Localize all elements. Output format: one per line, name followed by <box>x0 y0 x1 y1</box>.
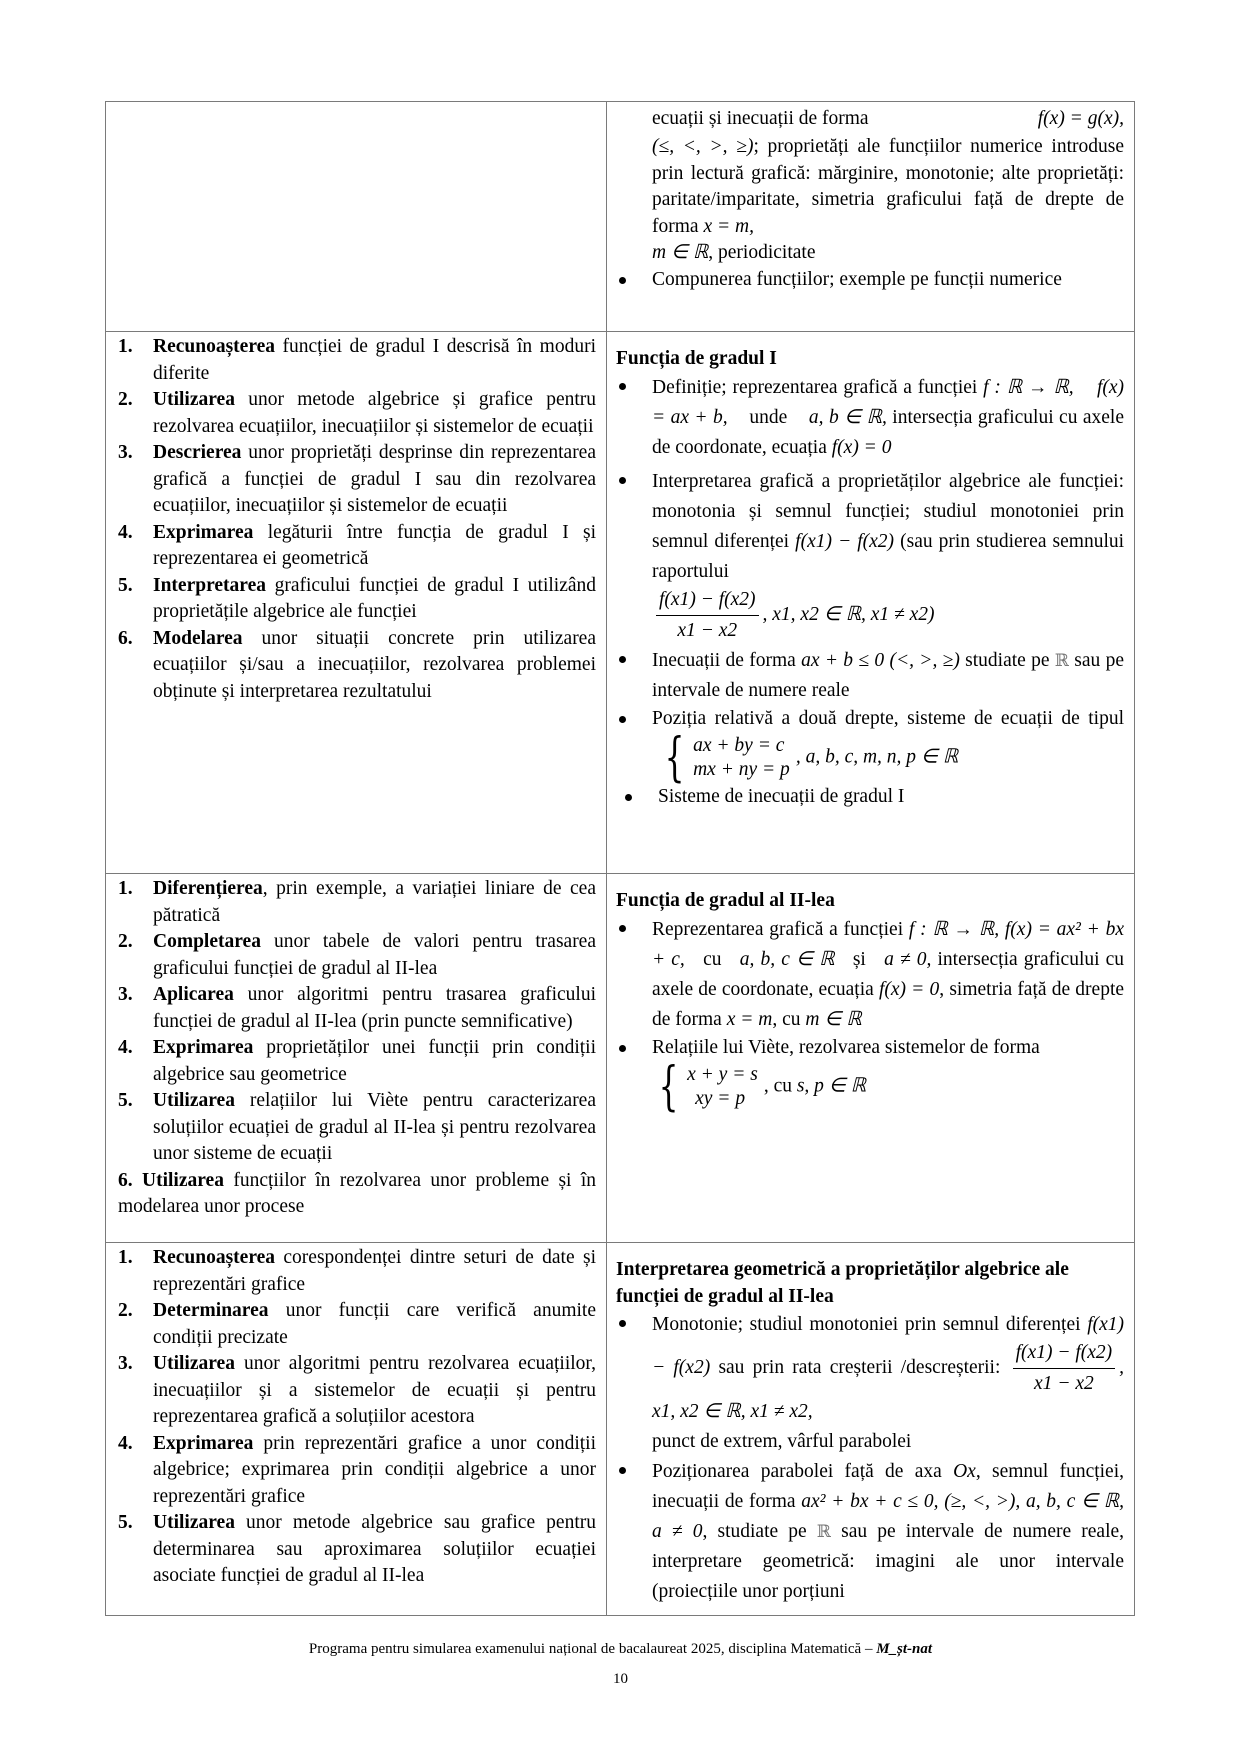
list-item: Compunerea funcțiilor; exemple pe funcții numerice <box>616 267 1124 294</box>
competency-item: 2. Determinarea unor funcții care verifică anumite condiții precizate <box>118 1300 596 1348</box>
bullet-icon <box>619 716 626 723</box>
bullet-icon <box>619 656 626 663</box>
fraction: $\frac{f(x1) - f(x2)}{x1 - x2}$ <box>656 587 759 644</box>
content-list <box>616 267 1124 294</box>
competency-item: 6. Utilizarea funcțiilor în rezolvarea unor probleme și în modelarea unor procese <box>118 1169 597 1217</box>
competencies-list <box>114 876 596 1221</box>
equation-system: { x + y = s xy = p <box>658 1057 758 1117</box>
content-continuation: (≤, <, >, ≥); proprietăți ale funcțiilor numerice introduse prin lectură grafică: mărginire, monotonie; alte proprietăți: paritate/imparitate, simetria graficului față de drepte de forma x = m, <box>652 136 1124 237</box>
list-item: Poziția relativă a două drepte, sisteme de ecuații de tipul { ax + by = c mx + ny = p , a, b, c, m, n, p ∈ ℝ <box>616 706 1124 785</box>
competency-item: 3. Utilizarea unor algoritmi pentru rezolvarea ecuațiilor, inecuațiilor și a sistemelor de ecuații și pentru reprezentarea grafică a soluțiilor acestora <box>118 1353 597 1427</box>
competency-item: 1. Recunoașterea corespondenței dintre seturi de date și reprezentări grafice <box>118 1247 597 1295</box>
competency-item: 3. Aplicarea unor algoritmi pentru trasarea graficului funcției de gradul al II-lea (prin puncte semnificative) <box>118 984 596 1032</box>
competency-item: 5. Utilizarea relațiilor lui Viète pentru caracterizarea soluțiilor ecuației de gradul al II-lea și pentru rezolvarea unor sisteme de ecuații <box>118 1090 596 1164</box>
competencies-cell <box>106 874 607 1243</box>
list-item: Sisteme de inecuații de gradul I <box>616 784 1124 811</box>
content-continuation: ecuații și inecuații de forma f(x) = g(x), <box>652 108 1124 129</box>
competency-item: 3. Descrierea unor proprietăți desprinse din reprezentarea grafică a funcției de gradul I sau din rezolvarea ecuațiilor, inecuațiilor și sistemelor de ecuații <box>118 442 596 516</box>
bullet-icon <box>619 925 626 932</box>
section-title: Funcția de gradul al II-lea <box>616 890 835 911</box>
page-number: 10 <box>613 1671 628 1687</box>
content-cell <box>607 874 1135 1243</box>
list-item: Relațiile lui Viète, rezolvarea sistemelor de forma { x + y = s xy = p , cu s, p ∈ ℝ <box>616 1035 1124 1114</box>
bullet-icon <box>619 277 626 284</box>
bullet-icon <box>619 477 626 484</box>
page-footer <box>0 1636 1241 1663</box>
competency-item: 5. Interpretarea graficului funcției de gradul I utilizând proprietățile algebrice ale funcției <box>118 574 597 622</box>
competency-item: 2. Utilizarea unor metode algebrice și grafice pentru rezolvarea ecuațiilor, inecuațiilor și sistemelor de ecuații <box>118 389 597 437</box>
competency-item: 1. Diferențierea, prin exemple, a variației liniare de cea pătratică <box>118 878 596 926</box>
content-cell <box>607 332 1135 874</box>
content-cell <box>607 102 1135 332</box>
competencies-cell <box>106 1243 607 1616</box>
table-row <box>106 102 1135 332</box>
content-cell <box>607 1243 1135 1616</box>
footer-text: Programa pentru simularea examenului național de bacalaureat 2025, disciplina Matematică – <box>308 1641 877 1657</box>
list-item: Monotonie; studiul monotoniei prin semnul diferenței f(x1) − f(x2) sau prin rata creșterii /descreșterii: $\frac{f(x1) - f(x2)}{x1 - x2}$ , x1, x2 ∈ ℝ, x1 ≠ x2, punct de extrem, vârful parabolei <box>616 1310 1124 1457</box>
list-item: Inecuații de forma ax + b ≤ 0 (<, >, ≥) studiate pe ℝ sau pe intervale de numere reale <box>616 646 1124 706</box>
bullet-icon <box>619 383 626 390</box>
content-list <box>616 915 1125 1117</box>
table-row <box>106 1243 1135 1616</box>
competency-item: 4. Exprimarea proprietăților unei funcții prin condiții algebrice sau geometrice <box>118 1037 597 1085</box>
competencies-cell-empty <box>106 102 607 332</box>
content-list <box>616 1310 1124 1607</box>
content-continuation: m ∈ ℝ, periodicitate <box>652 242 816 263</box>
list-item: Reprezentarea grafică a funcției f : ℝ → ℝ, f(x) = ax² + bx + c, cu a, b, c ∈ ℝ și a ≠ 0, intersecția graficului cu axele de coordonate, ecuația f(x) = 0, simetria față de drepte de forma x = m, cu m ∈ ℝ <box>616 915 1124 1035</box>
competency-item: 4. Exprimarea legăturii între funcția de gradul I și reprezentarea ei geometrică <box>118 521 596 569</box>
equation-system: { ax + by = c mx + ny = p <box>664 728 790 788</box>
footer-code: M_șt-nat <box>876 1641 933 1657</box>
section-title: Interpretarea geometrică a proprietăților algebrice ale funcției de gradul al II-lea <box>616 1259 1069 1307</box>
table-row <box>106 332 1135 874</box>
competency-item: 2. Completarea unor tabele de valori pentru trasarea graficului funcției de gradul al II-lea <box>118 931 596 979</box>
table-row <box>106 874 1135 1243</box>
list-item: Definiție; reprezentarea grafică a funcției f : ℝ → ℝ, f(x) = ax + b, unde a, b ∈ ℝ, intersecția graficului cu axele de coordonate, ecuația f(x) = 0 <box>616 373 1124 463</box>
list-item: Poziționarea parabolei față de axa Ox, semnul funcției, inecuații de forma ax² + bx + c ≤ 0, (≥, <, >), a, b, c ∈ ℝ, a ≠ 0, studiate pe ℝ sau pe intervale de numere reale, interpretare geometrică: imagini ale unor intervale (proiecțiile unor porțiuni <box>616 1457 1124 1607</box>
bullet-icon <box>619 1467 626 1474</box>
curriculum-table <box>105 101 1135 1616</box>
brace-icon: { <box>664 728 685 788</box>
competency-item: 6. Modelarea unor situații concrete prin utilizarea ecuațiilor și/sau a inecuațiilor, rezolvarea problemei obținute și interpretarea rezultatului <box>118 627 596 702</box>
section-title: Funcția de gradul I <box>616 348 777 369</box>
competencies-list <box>114 334 596 705</box>
competency-item: 1. Recunoașterea funcției de gradul I descrisă în moduri diferite <box>118 336 596 384</box>
bullet-icon <box>625 794 632 801</box>
competencies-cell <box>106 332 607 874</box>
bullet-icon <box>619 1320 626 1327</box>
list-item: Interpretarea grafică a proprietăților algebrice ale funcției: monotonia și semnul funcției; studiul monotoniei prin semnul diferenței f(x1) − f(x2) (sau prin studierea semnului raportului $\frac{f(x1) - f(x2)}{x1 - x2}$ , x1, x2 ∈ ℝ, x1 ≠ x2) <box>616 467 1124 644</box>
fraction: $\frac{f(x1) - f(x2)}{x1 - x2}$ <box>1013 1340 1116 1397</box>
brace-icon: { <box>658 1057 679 1117</box>
competency-item: 5. Utilizarea unor metode algebrice sau grafice pentru determinarea sau aproximarea soluțiilor ecuației asociate funcției de gradul al II-lea <box>118 1512 596 1586</box>
competency-item: 4. Exprimarea prin reprezentări grafice a unor condiții algebrice; exprimarea prin condiții algebrice a unor reprezentări grafice <box>118 1432 596 1507</box>
bullet-icon <box>619 1045 626 1052</box>
competencies-list <box>114 1245 596 1590</box>
content-list <box>616 373 1124 811</box>
